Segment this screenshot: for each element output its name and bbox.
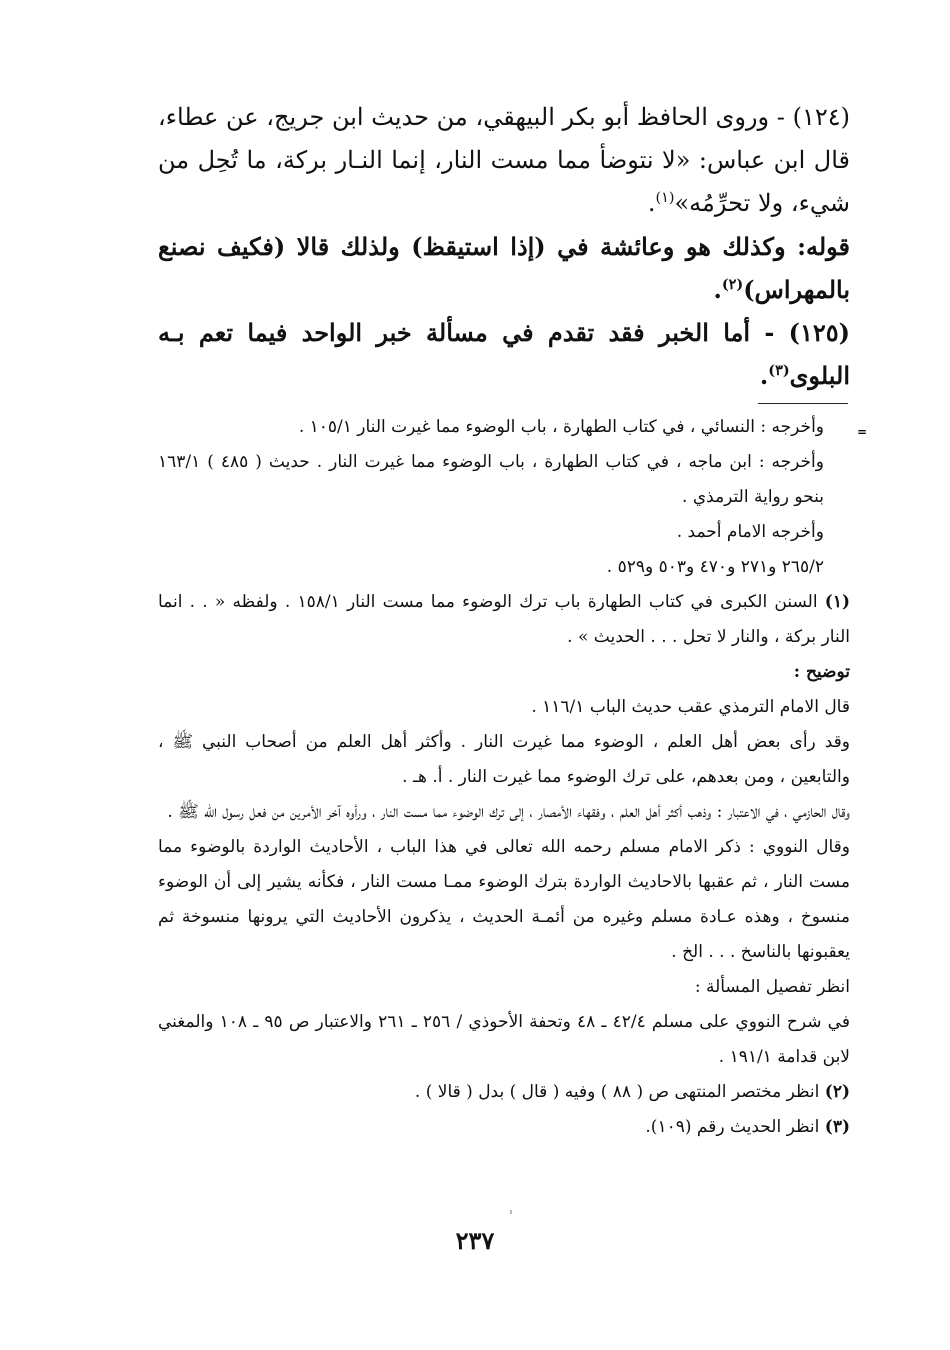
footnotes [158, 410, 850, 1145]
footnote-2-number: (٢) [824, 1082, 850, 1102]
footnote-continuation-line: ٢٦٥/٢ و٢٧١ و٤٧٠ و٥٠٣ و٥٢٩ . [606, 557, 824, 577]
clarification-paragraph: وقد رأى بعض أهل العلم ، الوضوء مما غيرت النار . وأكثر أهل العلم من أصحاب النبي ﷺ ، والتابعين ، ومن بعدهم، على ترك الوضوء مما غيرت النار . أ. هـ . [158, 732, 850, 787]
qawluhu-text: قوله: وكذلك هو وعائشة في (إذا استيقظ) ولذلك قالا (فكيف نصنع بالمهراس) [158, 232, 850, 304]
footnote-continuation-line: وأخرجه : ابن ماجه ، في كتاب الطهارة ، باب الوضوء مما غيرت النار . حديث ( ٤٨٥ ) ١٦٣/١ بنحو رواية الترمذي . [158, 452, 824, 507]
continuation-mark: = [856, 425, 868, 439]
footnote-continuation-line: وأخرجه الامام أحمد . [676, 522, 824, 542]
hadith-125-period: . [759, 361, 769, 390]
footnote-2-text: انظر مختصر المنتهى ص ( ٨٨ ) وفيه ( قال ) بدل ( قالا ) . [414, 1082, 820, 1102]
hadith-125-paragraph [158, 311, 850, 397]
clarification-heading: توضيح : [793, 662, 850, 682]
footnote-1-number: (١) [824, 592, 851, 612]
footnote-ref-2: (٢) [721, 276, 744, 293]
footnote-separator [758, 403, 848, 404]
qawluhu-paragraph [158, 225, 850, 311]
hadith-124-period: . [647, 189, 656, 217]
hadith-124-text: (١٢٤) - وروى الحافظ أبو بكر البيهقي، من حديث ابن جريج، عن عطاء، قال ابن عباس: «لا نتوضأ مما مست النار، إنما النـار بركة، ما تُحِل من شيء، ولا تحرِّمُه» [158, 103, 850, 217]
footnote-1 [158, 585, 850, 655]
main-text [158, 96, 850, 397]
clarification-paragraph: انظر تفصيل المسألة : [694, 977, 850, 997]
footnote-3-text: انظر الحديث رقم (١٠٩). [645, 1117, 820, 1137]
clarification-paragraph: وقال الحازمي ، في الاعتبار : وذهب أكثر أهل العلم ، وفقهاء الأمصار ، إلى ترك الوضوء مما مست النار ، ورأوه آخر الأمرين من فعل رسول الله ﷺ . [167, 802, 850, 822]
footnote-ref-1: (١) [655, 190, 675, 206]
paper-speck [510, 1210, 512, 1214]
clarification-paragraph: وقال النووي : ذكر الامام مسلم رحمه الله تعالى في هذا الباب ، الأحاديث الواردة بالوضوء مما مست النار ، ثم عقبها بالاحاديث الواردة بترك الوضوء ممـا مست النار ، فكأنه يشير إلى أن الوضوء منسوخ ، وهذه عـادة مسلم وغيره من أئمـة الحديث ، يذكرون الأحاديث التي يرونها منسوخة ثم يعقبونها بالناسخ . . . الخ . [158, 837, 850, 962]
footnote-2 [158, 1075, 850, 1110]
footnote-continuation-line: وأخرجه : النسائي ، في كتاب الطهارة ، باب الوضوء مما غيرت النار ١٠٥/١ . [298, 417, 824, 437]
footnote-3-number: (٣) [824, 1117, 850, 1137]
footnote-3 [158, 1110, 850, 1145]
hadith-124-paragraph [158, 96, 850, 225]
qawluhu-period: . [713, 275, 722, 304]
clarification-paragraph: قال الامام الترمذي عقب حديث الباب ١١٦/١ . [531, 697, 850, 717]
hadith-125-text: (١٢٥) - أما الخبر فقد تقدم في مسألة خبر الواحد فيما تعم بـه البلوى [158, 318, 850, 390]
page-number: ٢٣٧ [455, 1226, 495, 1255]
footnote-1-text: السنن الكبرى في كتاب الطهارة باب ترك الوضوء مما مست النار ١٥٨/١ . ولفظه « . . انما النار بركة ، والنار لا تحل . . . الحديث » . [158, 592, 850, 647]
footnote-ref-3: (٣) [768, 362, 790, 379]
clarification-paragraph: في شرح النووي على مسلم ٤٢/٤ ـ ٤٨ وتحفة الأحوذي / ٢٥٦ ـ ٢٦١ والاعتبار ص ٩٥ ـ ١٠٨ والمغني لابن قدامة ١٩١/١ . [158, 1012, 850, 1067]
